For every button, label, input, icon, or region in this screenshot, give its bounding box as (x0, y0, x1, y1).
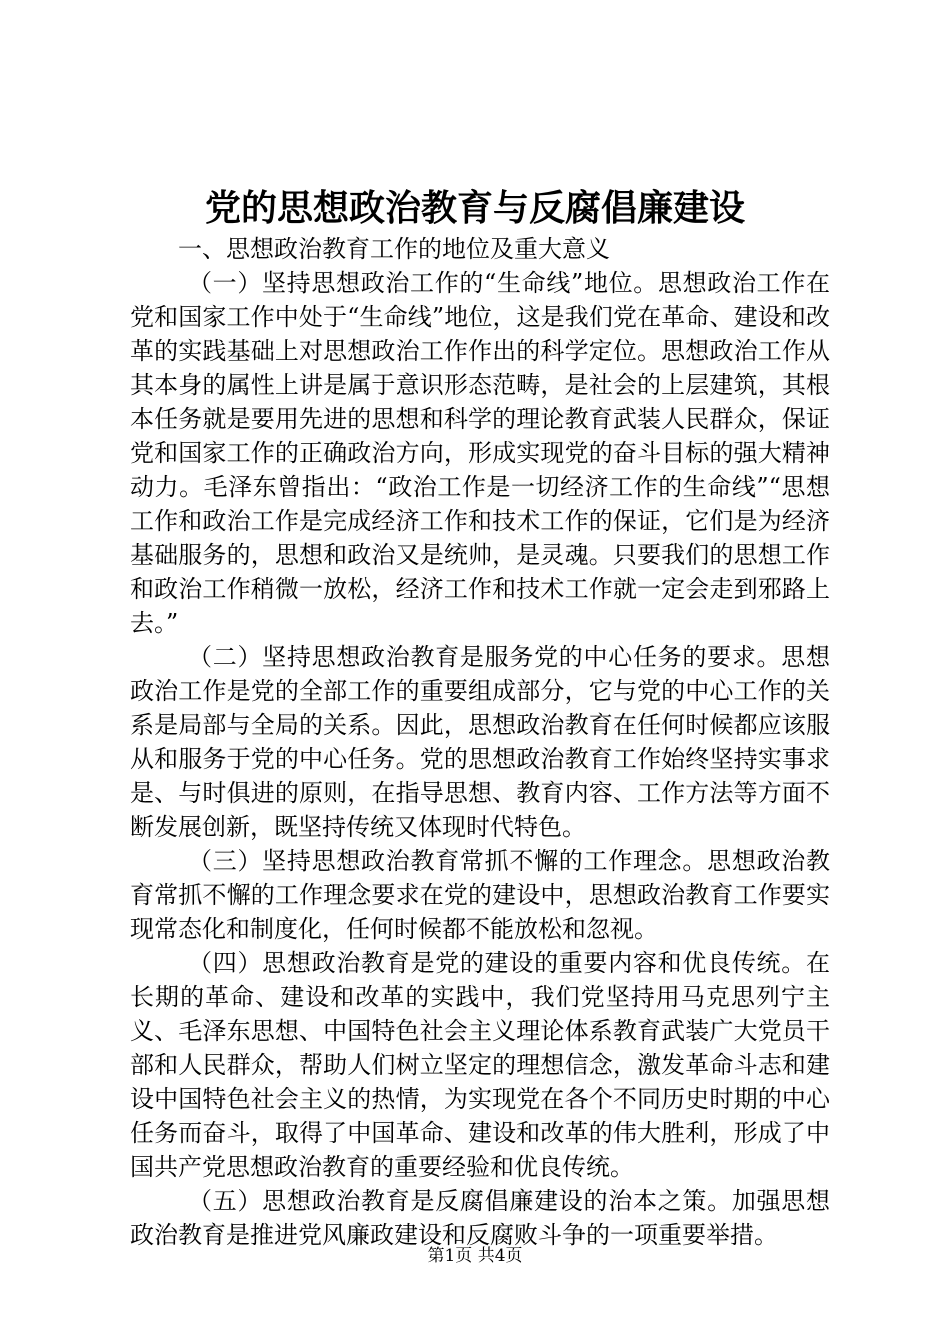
section-heading: 一、思想政治教育工作的地位及重大意义 (178, 235, 610, 263)
paragraph-1: （一）坚持思想政治工作的“生命线”地位。思想政治工作在党和国家工作中处于“生命线”地位，这是我们党在革命、建设和改革的实践基础上对思想政治工作作出的科学定位。思想政治工作从其本身的属性上讲是属于意识形态范畴，是社会的上层建筑，其根本任务就是要用先进的思想和科学的理论教育武装人民群众，保证党和国家工作的正确政治方向，形成实现党的奋斗目标的强大精神动力。毛泽东曾指出：“政治工作是一切经济工作的生命线”“思想工作和政治工作是完成经济工作和技术工作的保证，它们是为经济基础服务的，思想和政治又是统帅，是灵魂。只要我们的思想工作和政治工作稍微一放松，经济工作和技术工作就一定会走到邪路上去。” (130, 269, 830, 637)
page-number-footer: 第1页 共4页 (427, 1246, 523, 1266)
document-title: 党的思想政治教育与反腐倡廉建设 (204, 187, 745, 229)
paragraph-3: （三）坚持思想政治教育常抓不懈的工作理念。思想政治教育常抓不懈的工作理念要求在党的建设中，思想政治教育工作要实现常态化和制度化，任何时候都不能放松和忽视。 (130, 847, 830, 943)
paragraph-4: （四）思想政治教育是党的建设的重要内容和优良传统。在长期的革命、建设和改革的实践中，我们党坚持用马克思列宁主义、毛泽东思想、中国特色社会主义理论体系教育武装广大党员干部和人民群众，帮助人们树立坚定的理想信念，激发革命斗志和建设中国特色社会主义的热情，为实现党在各个不同历史时期的中心任务而奋斗，取得了中国革命、建设和改革的伟大胜利，形成了中国共产党思想政治教育的重要经验和优良传统。 (130, 949, 830, 1181)
paragraph-5: （五）思想政治教育是反腐倡廉建设的治本之策。加强思想政治教育是推进党风廉政建设和反腐败斗争的一项重要举措。 (130, 1187, 830, 1249)
document-body (130, 232, 830, 1252)
paragraph-2: （二）坚持思想政治教育是服务党的中心任务的要求。思想政治工作是党的全部工作的重要组成部分，它与党的中心工作的关系是局部与全局的关系。因此，思想政治教育在任何时候都应该服从和服务于党的中心任务。党的思想政治教育工作始终坚持实事求是、与时俱进的原则，在指导思想、教育内容、工作方法等方面不断发展创新，既坚持传统又体现时代特色。 (130, 643, 830, 841)
